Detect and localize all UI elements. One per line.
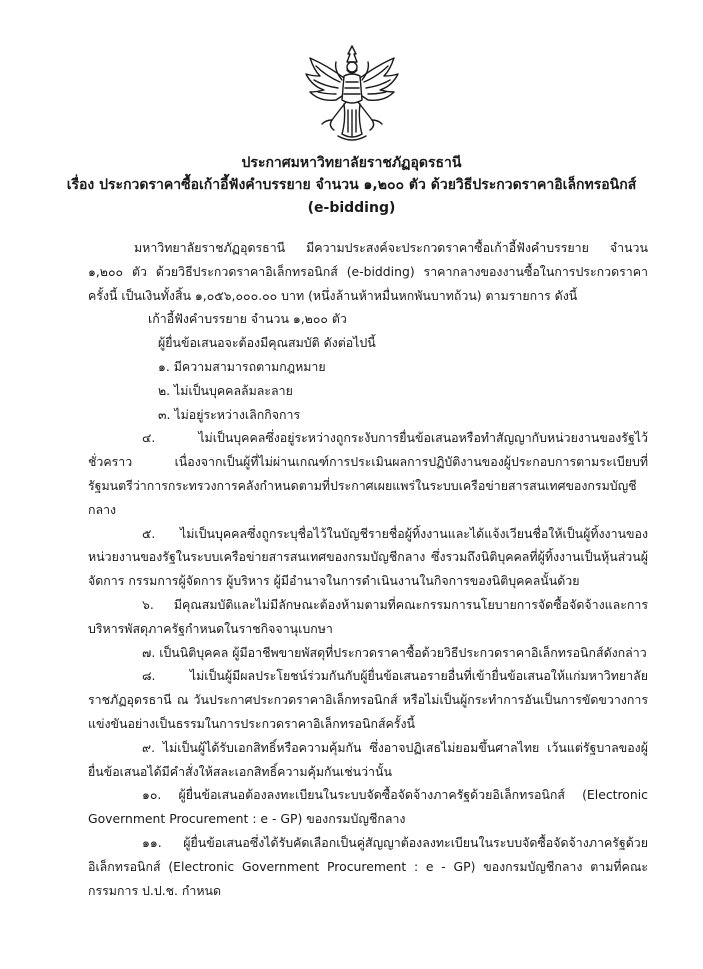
qualification-5: ๕. ไม่เป็นบุคคลซึ่งถูกระบุชื่อไว้ในบัญชีรายชื่อผู้ทิ้งงานและได้แจ้งเวียนชื่อให้เป็นผู้ทิ้งงานของหน่วยงานของรัฐในระบบเครือข่ายสารสนเทศของกรมบัญชีกลาง ซึ่งรวมถึงนิติบุคคลที่ผู้ทิ้งงานเป็นหุ้นส่วนผู้จัดการ กรรมการผู้จัดการ ผู้บริหาร ผู้มีอำนาจในการดำเนินงานในกิจการของนิติบุคคลนั้นด้วย	[88, 525, 648, 589]
qualification-1: ๑. มีความสามารถตามกฎหมาย	[158, 358, 326, 374]
qualification-9: ๙. ไม่เป็นผู้ได้รับเอกสิทธิ์หรือความคุ้มกัน ซึ่งอาจปฏิเสธไม่ยอมขึ้นศาลไทย เว้นแต่รัฐบาลของผู้ยื่นข้อเสนอได้มีคำสั่งให้สละเอกสิทธิ์ความคุ้มกันเช่นว่านั้น	[88, 739, 648, 779]
qualification-3: ๓. ไม่อยู่ระหว่างเลิกกิจการ	[158, 406, 301, 422]
announcement-subject: เรื่อง ประกวดราคาซื้อเก้าอี้ฟังคำบรรยาย จำนวน ๑,๒๐๐ ตัว ด้วยวิธีประกวดราคาอิเล็กทรอนิกส์	[66, 177, 637, 193]
garuda-emblem-icon	[298, 40, 406, 148]
item-line: เก้าอี้ฟังคำบรรยาย จำนวน ๑,๒๐๐ ตัว	[148, 311, 347, 327]
announcement-subject-suffix: (e-bidding)	[307, 200, 396, 216]
qualification-4: ๔. ไม่เป็นบุคคลซึ่งอยู่ระหว่างถูกระงับการยื่นข้อเสนอหรือทำสัญญากับหน่วยงานของรัฐไว้ชั่วคราว เนื่องจากเป็นผู้ที่ไม่ผ่านเกณฑ์การประเมินผลการปฏิบัติงานของผู้ประกอบการตามระเบียบที่รัฐมนตรีว่าการกระทรวงการคลังกำหนดตามที่ประกาศเผยแพร่ในระบบเครือข่ายสารสนเทศของกรมบัญชีกลาง	[88, 430, 648, 517]
qualification-8: ๘. ไม่เป็นผู้มีผลประโยชน์ร่วมกันกับผู้ยื่นข้อเสนอรายอื่นที่เข้ายื่นข้อเสนอให้แก่มหาวิทยาลัยราชภัฏอุดรธานี ณ วันประกาศประกวดราคาอิเล็กทรอนิกส์ หรือไม่เป็นผู้กระทำการอันเป็นการขัดขวางการแข่งขันอย่างเป็นธรรมในการประกวดราคาอิเล็กทรอนิกส์ครั้งนี้	[88, 668, 648, 731]
qualification-7: ๗. เป็นนิติบุคคล ผู้มีอาชีพขายพัสดุที่ประกวดราคาซื้อด้วยวิธีประกวดราคาอิเล็กทรอนิกส์ดังกล่าว	[142, 644, 647, 660]
announcement-body	[88, 236, 648, 902]
intro-paragraph: มหาวิทยาลัยราชภัฏอุดรธานี มีความประสงค์จะประกวดราคาซื้อเก้าอี้ฟังคำบรรยาย จำนวน ๑,๒๐๐ ตัว ด้วยวิธีประกวดราคาอิเล็กทรอนิกส์ (e-bidding) ราคากลางของงานซื้อในการประกวดราคาครั้งนี้ เป็นเงินทั้งสิ้น ๑,๐๕๖,๐๐๐.๐๐ บาท (หนึ่งล้านห้าหมื่นหกพันบาทถ้วน) ตามรายการ ดังนี้	[88, 240, 648, 303]
qualifications-heading: ผู้ยื่นข้อเสนอจะต้องมีคุณสมบัติ ดังต่อไปนี้	[158, 335, 376, 351]
qualification-10: ๑๐. ผู้ยื่นข้อเสนอต้องลงทะเบียนในระบบจัดซื้อจัดจ้างภาครัฐด้วยอิเล็กทรอนิกส์ (Electronic Government Procurement : e - GP) ของกรมบัญชีกลาง	[88, 787, 648, 827]
qualification-11: ๑๑. ผู้ยื่นข้อเสนอซึ่งได้รับคัดเลือกเป็นคู่สัญญาต้องลงทะเบียนในระบบจัดซื้อจัดจ้างภาครัฐด้วยอิเล็กทรอนิกส์ (Electronic Government Procurement : e - GP) ของกรมบัญชีกลาง ตามที่คณะกรรมการ ป.ป.ช. กำหนด	[88, 834, 648, 898]
qualification-2: ๒. ไม่เป็นบุคคลล้มละลาย	[158, 382, 293, 398]
qualification-6: ๖. มีคุณสมบัติและไม่มีลักษณะต้องห้ามตามที่คณะกรรมการนโยบายการจัดซื้อจัดจ้างและการบริหารพัสดุภาครัฐกำหนดในราชกิจจานุเบกษา	[88, 596, 648, 636]
announcement-title: ประกาศมหาวิทยาลัยราชภัฏอุดรธานี	[241, 155, 462, 171]
